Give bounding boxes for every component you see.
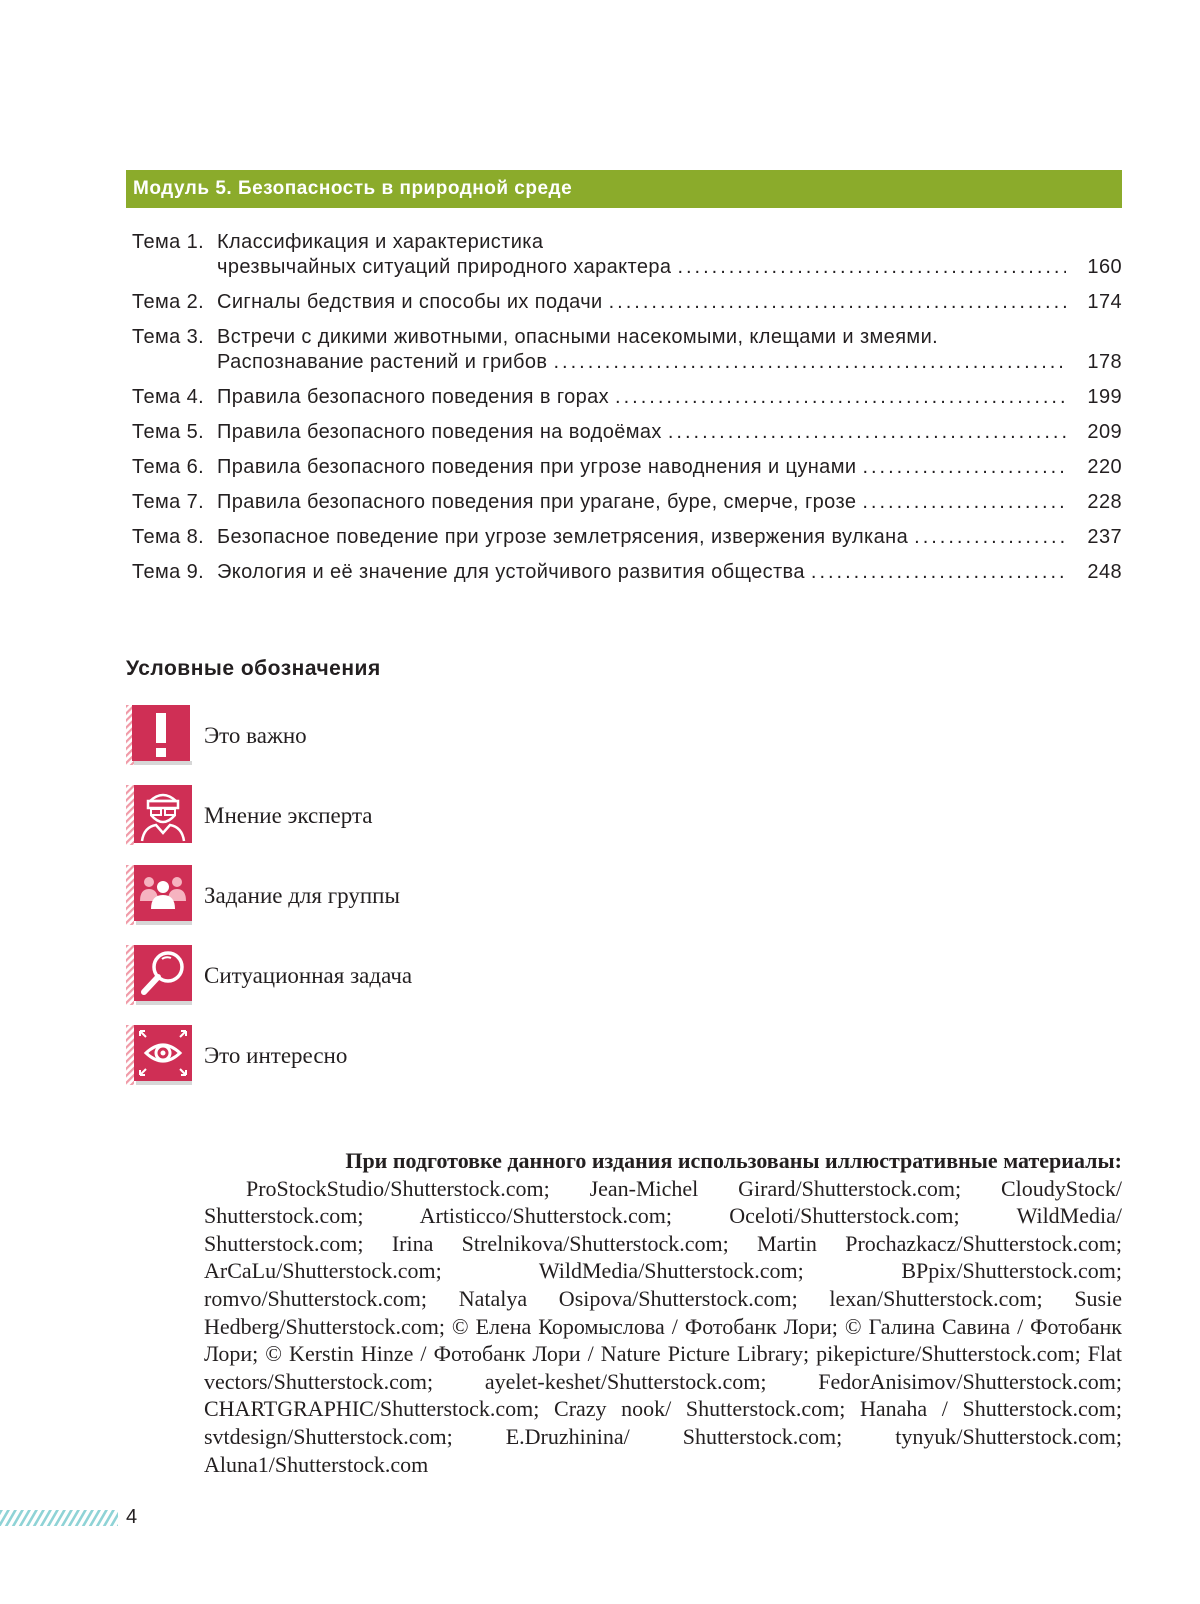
toc-leader-dots bbox=[609, 290, 1066, 315]
toc-entry[interactable] bbox=[132, 560, 1122, 585]
toc-leader-dots bbox=[862, 490, 1066, 515]
toc-topic-number: Тема 5. bbox=[132, 421, 205, 443]
exclamation-icon bbox=[126, 705, 192, 765]
toc-topic-title: Правила безопасного поведения при угрозе наводнения и цунами bbox=[217, 456, 857, 478]
toc-topic-title: Экология и её значение для устойчивого развития общества bbox=[217, 561, 805, 583]
toc-leader-dots bbox=[862, 455, 1066, 480]
toc-entry[interactable] bbox=[132, 385, 1122, 410]
toc-entry[interactable] bbox=[132, 230, 1122, 280]
toc-page-number: 209 bbox=[1087, 421, 1122, 443]
toc-topic-number: Тема 4. bbox=[132, 386, 205, 408]
toc-entry[interactable] bbox=[132, 290, 1122, 315]
expert-icon bbox=[126, 785, 192, 845]
toc-entry[interactable] bbox=[132, 455, 1122, 480]
toc-topic-number: Тема 8. bbox=[132, 526, 205, 548]
footer-stripe-decoration bbox=[0, 1510, 118, 1526]
toc-topic-number: Тема 6. bbox=[132, 456, 205, 478]
legend-item-situational bbox=[126, 945, 626, 1007]
toc-page-number: 160 bbox=[1087, 256, 1122, 278]
toc-leader-dots bbox=[615, 385, 1066, 410]
legend-label: Это важно bbox=[204, 723, 307, 748]
toc-leader-dots bbox=[668, 420, 1066, 445]
toc-page-number: 174 bbox=[1087, 291, 1122, 313]
toc-page-number: 178 bbox=[1087, 351, 1122, 373]
credits-body: ProStockStudio/Shutterstock.com; Jean-Michel Girard/Shutterstock.com; CloudyStock/ Shutterstock.com; Artisticco/Shutterstock.com; Oceloti/Shutterstock.com; WildMedia/ Shutterstock.com; Irina Strelnikova/Shutterstock.com; Martin Prochazkacz/Shutterstock.com; ArCaLu/Shutterstock.com; WildMedia/Shutterstock.com; BPpix/Shutterstock.com; romvo/Shutterstock.com; Natalya Osipova/Shutterstock.com; lexan/Shutterstock.com; Susie Hedberg/Shutterstock.com; © Елена Коромыслова / Фотобанк Лори; © Галина Савина / Фотобанк Лори; © Kerstin Hinze / Фотобанк Лори / Nature Picture Library; pikepicture/Shutterstock.com; Flat vectors/Shutterstock.com; ayelet-keshet/Shutterstock.com; FedorAnisimov/Shutterstock.com; CHARTGRAPHIC/Shutterstock.com; Crazy nook/ Shutterstock.com; Hanaha / Shutterstock.com; svtdesign/Shutterstock.com; E.Druzhinina/ Shutterstock.com; tynyuk/Shutterstock.com; Aluna1/Shutterstock.com bbox=[204, 1175, 1122, 1477]
illustration-credits bbox=[204, 1147, 1122, 1478]
legend-label: Это интересно bbox=[204, 1043, 348, 1068]
toc-topic-title: Правила безопасного поведения на водоёмах bbox=[217, 421, 662, 443]
toc-entry[interactable] bbox=[132, 420, 1122, 445]
page-number: 4 bbox=[126, 1506, 138, 1528]
toc-leader-dots bbox=[553, 350, 1066, 375]
legend-item-interesting bbox=[126, 1025, 626, 1087]
legend-label: Мнение эксперта bbox=[204, 803, 373, 828]
legend-title: Условные обозначения bbox=[126, 657, 381, 680]
toc-page-number: 199 bbox=[1087, 386, 1122, 408]
toc-topic-number: Тема 9. bbox=[132, 561, 205, 583]
toc-page-number: 228 bbox=[1087, 491, 1122, 513]
toc-topic-title: Сигналы бедствия и способы их подачи bbox=[217, 291, 603, 313]
toc-topic-number: Тема 7. bbox=[132, 491, 205, 513]
credits-heading: При подготовке данного издания использованы иллюстративные материалы: bbox=[345, 1148, 1122, 1173]
module-header: Модуль 5. Безопасность в природной среде bbox=[126, 170, 1122, 208]
table-of-contents bbox=[132, 230, 1122, 595]
legend-label: Ситуационная задача bbox=[204, 963, 413, 988]
toc-topic-number: Тема 3. bbox=[132, 326, 205, 348]
toc-leader-dots bbox=[914, 525, 1066, 550]
toc-leader-dots bbox=[811, 560, 1066, 585]
legend-item-expert bbox=[126, 785, 626, 847]
toc-page-number: 220 bbox=[1087, 456, 1122, 478]
toc-page-number: 237 bbox=[1087, 526, 1122, 548]
toc-topic-title: Правила безопасного поведения при урагане, буре, смерче, грозе bbox=[217, 491, 857, 513]
toc-page-number: 248 bbox=[1087, 561, 1122, 583]
legend-item-group bbox=[126, 865, 626, 927]
toc-topic-number: Тема 1. bbox=[132, 231, 205, 253]
legend-label: Задание для группы bbox=[204, 883, 400, 908]
toc-entry[interactable] bbox=[132, 525, 1122, 550]
toc-topic-number: Тема 2. bbox=[132, 291, 205, 313]
toc-topic-title: Классификация и характеристика bbox=[217, 231, 544, 253]
toc-topic-title: Правила безопасного поведения в горах bbox=[217, 386, 610, 408]
toc-topic-title-cont: Распознавание растений и грибов bbox=[217, 351, 548, 373]
toc-entry[interactable] bbox=[132, 325, 1122, 375]
toc-topic-title-cont: чрезвычайных ситуаций природного характера bbox=[217, 256, 672, 278]
legend-item-important bbox=[126, 705, 626, 767]
magnifier-icon bbox=[126, 945, 192, 1005]
toc-topic-title: Безопасное поведение при угрозе землетрясения, извержения вулкана bbox=[217, 526, 909, 548]
toc-topic-title: Встречи с дикими животными, опасными насекомыми, клещами и змеями. bbox=[217, 326, 939, 348]
toc-leader-dots bbox=[677, 255, 1066, 280]
group-icon bbox=[126, 865, 192, 925]
toc-entry[interactable] bbox=[132, 490, 1122, 515]
eye-icon bbox=[126, 1025, 192, 1085]
